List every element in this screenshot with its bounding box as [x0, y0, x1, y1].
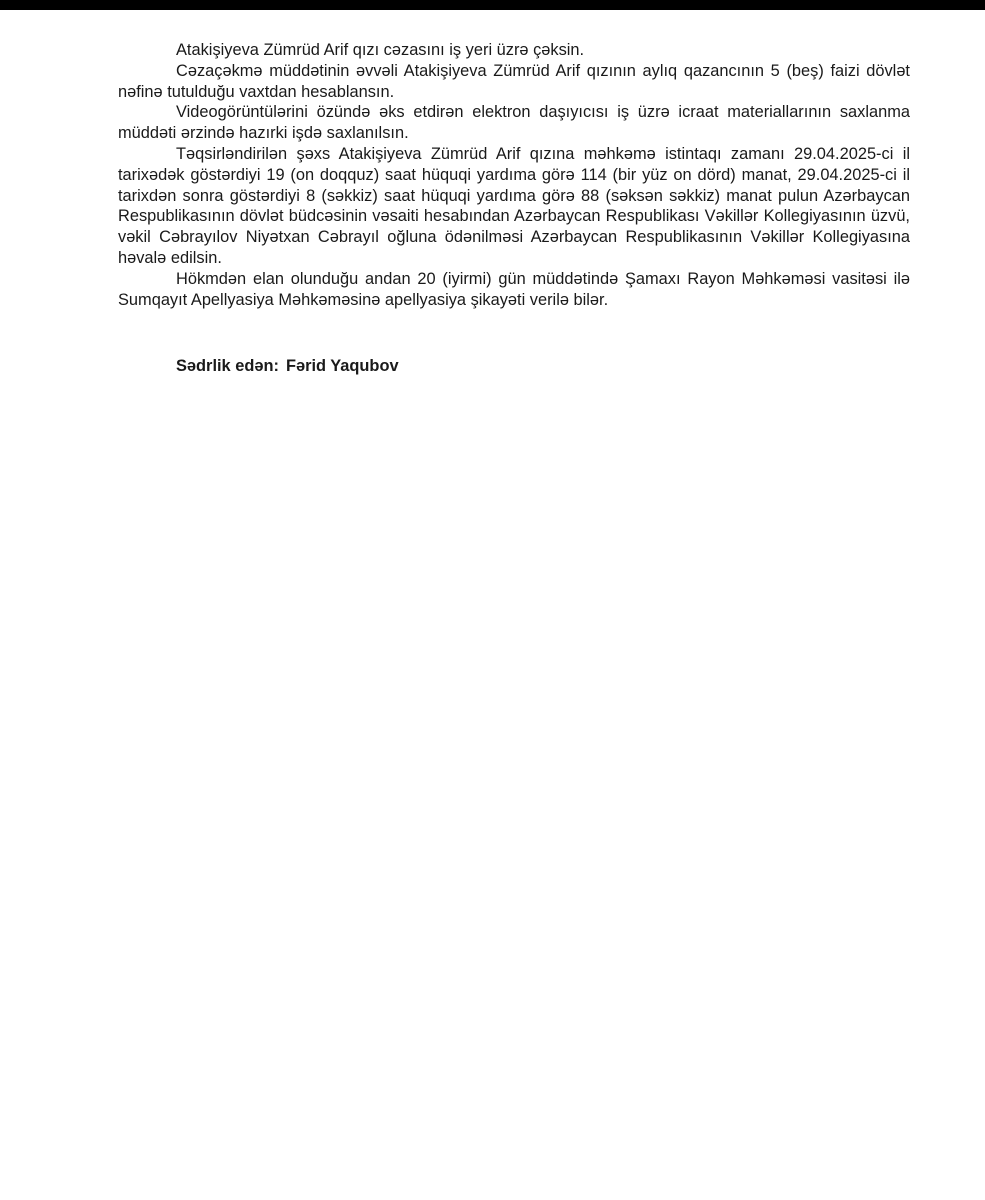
document-page: [118, 40, 910, 375]
top-border-bar: [0, 0, 985, 10]
paragraph-legal-aid-payment: Təqsirləndirilən şəxs Atakişiyeva Zümrüd Arif qızına məhkəmə istintaqı zamanı 29.04.2025-ci il tarixədək göstərdiyi 19 (on doqquz) saat hüquqi yardıma görə 114 (bir yüz on dörd) manat, 29.04.2025-ci il tarixdən sonra göstərdiyi 8 (səkkiz) saat hüquqi yardıma görə 88 (səksən səkkiz) manat pulun Azərbaycan Respublikasının dövlət büdcəsinin vəsaiti hesabından Azərbaycan Respublikası Vəkillər Kollegiyasının üzvü, vəkil Cəbrayılov Niyətxan Cəbrayıl oğluna ödənilməsi Azərbaycan Respublikasının Vəkillər Kollegiyasına həvalə edilsin.: [118, 144, 910, 267]
paragraph-sentence-start: Cəzaçəkmə müddətinin əvvəli Atakişiyeva Zümrüd Arif qızının aylıq qazancının 5 (beş) faizi dövlət nəfinə tutulduğu vaxtdan hesablansın.: [118, 61, 910, 101]
paragraph-video-evidence: Videogörüntülərini özündə əks etdirən elektron daşıyıcısı iş üzrə icraat materiallarının saxlanma müddəti ərzində hazırki işdə saxlanılsın.: [118, 103, 910, 143]
signature-label: Sədrlik edən:: [176, 357, 279, 375]
signature-name: Fərid Yaqubov: [285, 357, 399, 375]
paragraph-sentence-location: Atakişiyeva Zümrüd Arif qızı cəzasını iş yeri üzrə çəksin.: [176, 41, 585, 59]
paragraph-appeal-notice: Hökmdən elan olunduğu andan 20 (iyirmi) gün müddətində Şamaxı Rayon Məhkəməsi vasitəsi ilə Sumqayıt Apellyasiya Məhkəməsinə apellyasiya şikayəti verilə bilər.: [118, 269, 910, 309]
signature-line: [176, 356, 399, 377]
